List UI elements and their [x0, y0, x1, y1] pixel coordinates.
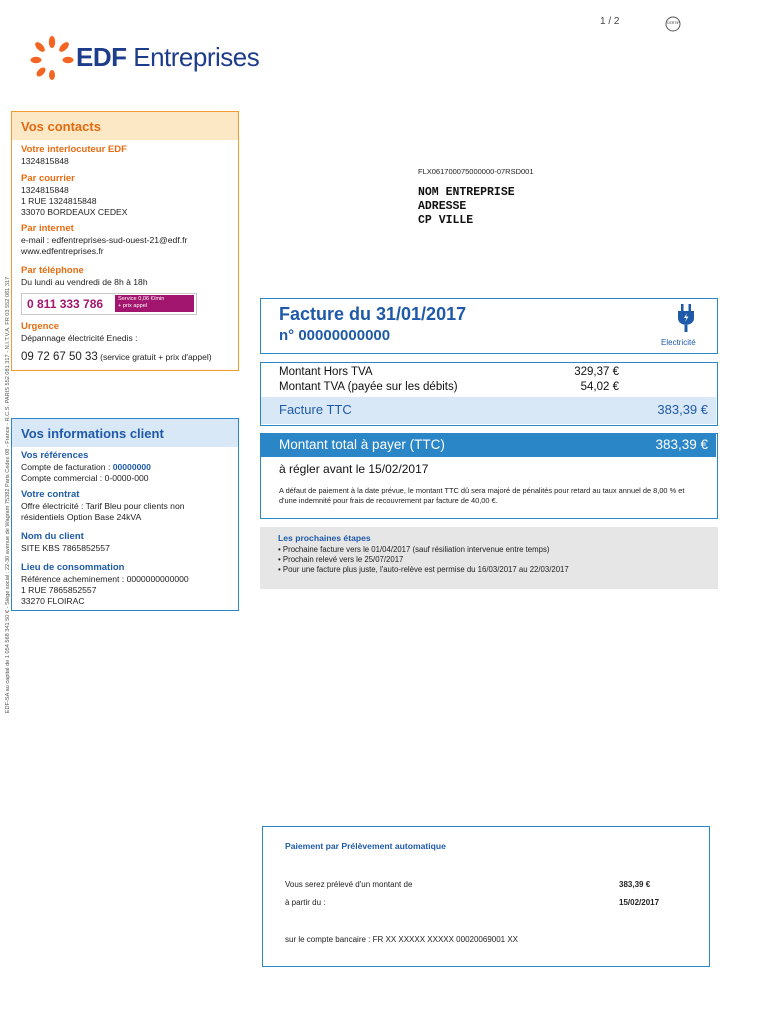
payment-amount-label: Vous serez prélevé d'un montant de — [285, 880, 413, 889]
client-name: SITE KBS 7865852557 — [21, 543, 110, 553]
payment-title: Paiement par Prélèvement automatique — [285, 841, 446, 851]
location-line: Référence acheminement : 0000000000000 — [21, 574, 189, 584]
electricity-plug-icon — [675, 303, 697, 333]
brand-rest: Entreprises — [126, 42, 260, 72]
certification-logo — [664, 16, 686, 32]
ttc-label: Facture TTC — [279, 402, 352, 417]
client-name-label: Nom du client — [21, 531, 84, 542]
page-number: 1 / 2 — [600, 16, 620, 27]
phone-tag-line: Service 0,06 €/min — [118, 296, 165, 302]
invoice-title: Facture du 31/01/2017 — [279, 304, 467, 324]
phone-tag — [115, 295, 194, 312]
mail-line: 1324815848 — [21, 185, 69, 195]
commercial-account: Compte commercial : 0-0000-000 — [21, 473, 149, 483]
email-link[interactable]: e-mail : edfentreprises-sud-ouest-21@edf.fr — [21, 235, 188, 245]
refs-label: Vos références — [21, 450, 89, 461]
phone-label: Par téléphone — [21, 265, 84, 276]
payment-date-label: à partir du : — [285, 898, 326, 907]
address-line: CP VILLE — [418, 214, 474, 227]
edf-sun-icon — [30, 36, 74, 80]
urgency-label: Urgence — [21, 321, 60, 332]
amount-ht-value: 329,37 € — [574, 366, 619, 378]
amount-ht-label: Montant Hors TVA — [279, 366, 373, 378]
amount-tva-value: 54,02 € — [580, 381, 619, 393]
contract-line: résidentiels Option Base 24kVA — [21, 512, 142, 522]
mail-label: Par courrier — [21, 173, 75, 184]
interlocutor-value: 1324815848 — [21, 156, 69, 166]
urgency-phone[interactable]: 09 72 67 50 33 — [21, 351, 98, 363]
client-info-title: Vos informations client — [12, 419, 238, 447]
amounts-box — [260, 362, 718, 426]
side-legal-text: EDF-SA au capital de 1 054 568 341 50 € - Siège social : 22-30 avenue de Wagram 75382 Paris Cedex 08 - France - R.C.S. PARIS 552 081 317 - N.I.T.V.A. FR 03 552 081 317 — [5, 276, 11, 714]
payment-date-value: 15/02/2017 — [619, 898, 660, 907]
invoice-number: n° 00000000000 — [279, 327, 391, 344]
urgency-number — [21, 351, 212, 363]
recipient-address — [418, 186, 515, 228]
payment-bank-account: sur le compte bancaire : FR XX XXXXX XXXXX 00020069001 XX — [285, 935, 519, 944]
location-line: 1 RUE 7865852557 — [21, 585, 97, 595]
urgency-note: (service gratuit + prix d'appel) — [97, 352, 212, 362]
phone-hours: Du lundi au vendredi de 8h à 18h — [21, 277, 148, 287]
list-item: • Pour une facture plus juste, l'auto-relève est permise du 16/03/2017 au 22/03/2017 — [278, 565, 569, 575]
list-item: • Prochaine facture vers le 01/04/2017 (sauf résiliation intervenue entre temps) — [278, 545, 550, 554]
billing-account-number: 00000000 — [112, 462, 151, 472]
billing-account-prefix: Compte de facturation : — [21, 462, 113, 472]
list-item: • Prochain relevé vers le 25/07/2017 — [278, 555, 404, 565]
document-ref-code: FLX061700075000000-07RSD001 — [418, 167, 534, 176]
phone-tag-line: + prix appel — [118, 303, 148, 309]
next-steps-title: Les prochaines étapes — [278, 533, 371, 543]
total-box — [260, 433, 718, 519]
mail-line: 1 RUE 1324815848 — [21, 196, 97, 206]
brand-bold: EDF — [76, 42, 127, 72]
internet-label: Par internet — [21, 223, 74, 234]
address-line: NOM ENTREPRISE — [418, 186, 515, 199]
urgency-text: Dépannage électricité Enedis : — [21, 333, 138, 343]
cert-text: CERTIF — [667, 21, 680, 25]
total-label: Montant total à payer (TTC) — [279, 437, 445, 452]
next-steps-box — [260, 527, 718, 589]
due-date: à régler avant le 15/02/2017 — [279, 462, 429, 476]
edf-logo — [30, 36, 260, 84]
total-header — [261, 434, 716, 457]
contract-label: Votre contrat — [21, 489, 80, 500]
ttc-row — [261, 397, 716, 424]
location-label: Lieu de consommation — [21, 562, 125, 573]
billing-account — [21, 462, 151, 473]
phone-number[interactable]: 0 811 333 786 — [27, 297, 104, 311]
total-value: 383,39 € — [655, 437, 708, 452]
contacts-title: Vos contacts — [12, 112, 238, 140]
website-link[interactable]: www.edfentreprises.fr — [21, 246, 104, 256]
ttc-value: 383,39 € — [657, 402, 708, 417]
amount-tva-label: Montant TVA (payée sur les débits) — [279, 381, 458, 393]
client-info-box — [11, 418, 239, 611]
invoice-header — [260, 298, 718, 354]
location-line: 33270 FLOIRAC — [21, 596, 85, 606]
next-steps-list — [278, 545, 569, 576]
electricity-label: Electricité — [661, 338, 696, 347]
brand-name — [76, 42, 259, 73]
payment-amount-value: 383,39 € — [619, 880, 651, 889]
contract-line: Offre électricité : Tarif Bleu pour clients non — [21, 501, 185, 511]
mail-line: 33070 BORDEAUX CEDEX — [21, 207, 128, 217]
address-line: ADRESSE — [418, 200, 467, 213]
contacts-box — [11, 111, 239, 371]
interlocutor-label: Votre interlocuteur EDF — [21, 144, 127, 155]
phone-badge — [21, 293, 197, 315]
payment-box — [262, 826, 710, 967]
penalty-notice: A défaut de paiement à la date prévue, le montant TTC dû sera majoré de pénalités pour retard au taux annuel de 8,00 % et d'une indemnité pour frais de recouvrement par facture de 40,00 €. — [279, 486, 685, 505]
